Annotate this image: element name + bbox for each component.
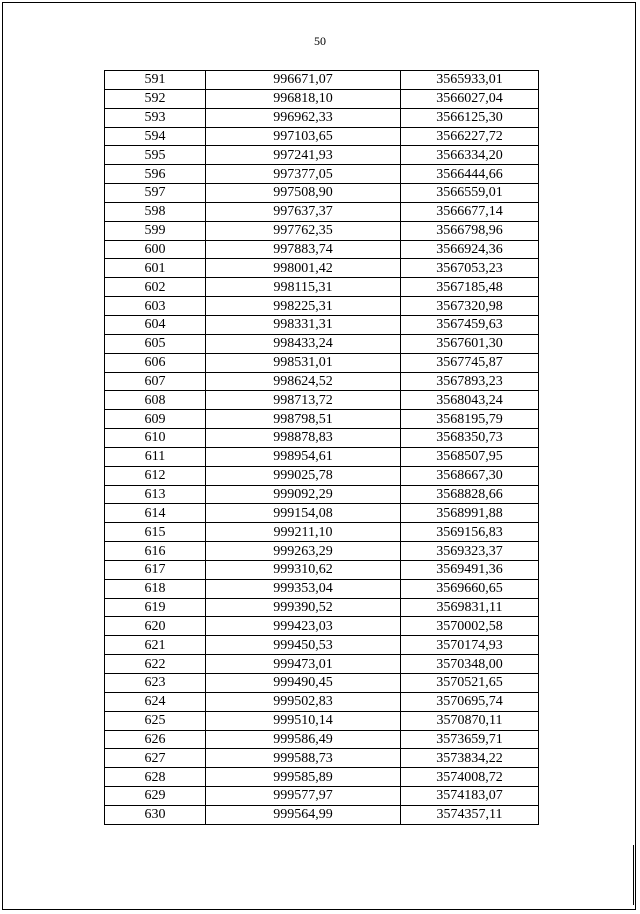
point-number-cell: 601	[105, 259, 206, 278]
y-coordinate-cell: 3567320,98	[401, 297, 539, 316]
x-coordinate-cell: 999025,78	[206, 466, 401, 485]
x-coordinate-cell: 999577,97	[206, 787, 401, 806]
point-number-cell: 611	[105, 447, 206, 466]
y-coordinate-cell: 3570002,58	[401, 617, 539, 636]
x-coordinate-cell: 999092,29	[206, 485, 401, 504]
point-number-cell: 627	[105, 749, 206, 768]
table-row	[105, 692, 539, 711]
table-row	[105, 259, 539, 278]
table-row	[105, 504, 539, 523]
x-coordinate-cell: 997103,65	[206, 127, 401, 146]
y-coordinate-cell: 3570870,11	[401, 711, 539, 730]
y-coordinate-cell: 3566798,96	[401, 221, 539, 240]
y-coordinate-cell: 3569660,65	[401, 579, 539, 598]
point-number-cell: 594	[105, 127, 206, 146]
x-coordinate-cell: 998531,01	[206, 353, 401, 372]
y-coordinate-cell: 3568667,30	[401, 466, 539, 485]
point-number-cell: 605	[105, 334, 206, 353]
y-coordinate-cell: 3567601,30	[401, 334, 539, 353]
point-number-cell: 625	[105, 711, 206, 730]
point-number-cell: 608	[105, 391, 206, 410]
y-coordinate-cell: 3566559,01	[401, 184, 539, 203]
x-coordinate-cell: 999588,73	[206, 749, 401, 768]
point-number-cell: 615	[105, 523, 206, 542]
table-row	[105, 297, 539, 316]
y-coordinate-cell: 3568991,88	[401, 504, 539, 523]
y-coordinate-cell: 3568350,73	[401, 429, 539, 448]
table-row	[105, 542, 539, 561]
table-row	[105, 711, 539, 730]
x-coordinate-cell: 999473,01	[206, 655, 401, 674]
table-row	[105, 315, 539, 334]
y-coordinate-cell: 3566677,14	[401, 202, 539, 221]
point-number-cell: 624	[105, 692, 206, 711]
x-coordinate-cell: 998713,72	[206, 391, 401, 410]
x-coordinate-cell: 998954,61	[206, 447, 401, 466]
page-edge-line	[633, 845, 634, 905]
table-row	[105, 221, 539, 240]
y-coordinate-cell: 3567893,23	[401, 372, 539, 391]
table-row	[105, 165, 539, 184]
y-coordinate-cell: 3566125,30	[401, 108, 539, 127]
table-row	[105, 485, 539, 504]
point-number-cell: 617	[105, 560, 206, 579]
x-coordinate-cell: 998115,31	[206, 278, 401, 297]
table-row	[105, 372, 539, 391]
x-coordinate-cell: 997508,90	[206, 184, 401, 203]
table-row	[105, 108, 539, 127]
y-coordinate-cell: 3573834,22	[401, 749, 539, 768]
point-number-cell: 604	[105, 315, 206, 334]
y-coordinate-cell: 3574008,72	[401, 768, 539, 787]
y-coordinate-cell: 3568195,79	[401, 410, 539, 429]
y-coordinate-cell: 3568043,24	[401, 391, 539, 410]
x-coordinate-cell: 999564,99	[206, 805, 401, 824]
point-number-cell: 607	[105, 372, 206, 391]
point-number-cell: 599	[105, 221, 206, 240]
table-row	[105, 391, 539, 410]
y-coordinate-cell: 3568507,95	[401, 447, 539, 466]
y-coordinate-cell: 3570695,74	[401, 692, 539, 711]
y-coordinate-cell: 3567745,87	[401, 353, 539, 372]
table-row	[105, 202, 539, 221]
x-coordinate-cell: 999586,49	[206, 730, 401, 749]
table-row	[105, 598, 539, 617]
x-coordinate-cell: 999502,83	[206, 692, 401, 711]
x-coordinate-cell: 999585,89	[206, 768, 401, 787]
x-coordinate-cell: 998001,42	[206, 259, 401, 278]
table-row	[105, 127, 539, 146]
x-coordinate-cell: 999490,45	[206, 674, 401, 693]
y-coordinate-cell: 3566027,04	[401, 89, 539, 108]
coordinates-table	[104, 70, 539, 825]
y-coordinate-cell: 3567053,23	[401, 259, 539, 278]
table-row	[105, 353, 539, 372]
point-number-cell: 595	[105, 146, 206, 165]
y-coordinate-cell: 3569491,36	[401, 560, 539, 579]
x-coordinate-cell: 997762,35	[206, 221, 401, 240]
point-number-cell: 623	[105, 674, 206, 693]
y-coordinate-cell: 3569831,11	[401, 598, 539, 617]
page-number: 50	[314, 34, 326, 48]
table-row	[105, 730, 539, 749]
point-number-cell: 609	[105, 410, 206, 429]
table-row	[105, 768, 539, 787]
x-coordinate-cell: 997637,37	[206, 202, 401, 221]
table-row	[105, 523, 539, 542]
point-number-cell: 591	[105, 71, 206, 90]
table-row	[105, 429, 539, 448]
x-coordinate-cell: 999423,03	[206, 617, 401, 636]
x-coordinate-cell: 999510,14	[206, 711, 401, 730]
table-row	[105, 579, 539, 598]
point-number-cell: 626	[105, 730, 206, 749]
x-coordinate-cell: 998798,51	[206, 410, 401, 429]
table-row	[105, 466, 539, 485]
point-number-cell: 603	[105, 297, 206, 316]
table-row	[105, 636, 539, 655]
x-coordinate-cell: 999211,10	[206, 523, 401, 542]
point-number-cell: 602	[105, 278, 206, 297]
x-coordinate-cell: 998878,83	[206, 429, 401, 448]
point-number-cell: 628	[105, 768, 206, 787]
table-row	[105, 278, 539, 297]
table-row	[105, 447, 539, 466]
x-coordinate-cell: 996671,07	[206, 71, 401, 90]
x-coordinate-cell: 997377,05	[206, 165, 401, 184]
y-coordinate-cell: 3570348,00	[401, 655, 539, 674]
point-number-cell: 621	[105, 636, 206, 655]
y-coordinate-cell: 3566227,72	[401, 127, 539, 146]
point-number-cell: 598	[105, 202, 206, 221]
y-coordinate-cell: 3574357,11	[401, 805, 539, 824]
point-number-cell: 622	[105, 655, 206, 674]
point-number-cell: 610	[105, 429, 206, 448]
point-number-cell: 630	[105, 805, 206, 824]
x-coordinate-cell: 998433,24	[206, 334, 401, 353]
y-coordinate-cell: 3565933,01	[401, 71, 539, 90]
x-coordinate-cell: 998225,31	[206, 297, 401, 316]
point-number-cell: 629	[105, 787, 206, 806]
table-row	[105, 617, 539, 636]
table-row	[105, 89, 539, 108]
point-number-cell: 620	[105, 617, 206, 636]
x-coordinate-cell: 998624,52	[206, 372, 401, 391]
point-number-cell: 592	[105, 89, 206, 108]
x-coordinate-cell: 999263,29	[206, 542, 401, 561]
x-coordinate-cell: 999310,62	[206, 560, 401, 579]
point-number-cell: 613	[105, 485, 206, 504]
x-coordinate-cell: 999390,52	[206, 598, 401, 617]
point-number-cell: 618	[105, 579, 206, 598]
point-number-cell: 600	[105, 240, 206, 259]
table-row	[105, 787, 539, 806]
y-coordinate-cell: 3566924,36	[401, 240, 539, 259]
table-row	[105, 805, 539, 824]
y-coordinate-cell: 3569156,83	[401, 523, 539, 542]
x-coordinate-cell: 997241,93	[206, 146, 401, 165]
point-number-cell: 597	[105, 184, 206, 203]
y-coordinate-cell: 3567459,63	[401, 315, 539, 334]
table-row	[105, 560, 539, 579]
x-coordinate-cell: 999450,53	[206, 636, 401, 655]
y-coordinate-cell: 3567185,48	[401, 278, 539, 297]
x-coordinate-cell: 996962,33	[206, 108, 401, 127]
y-coordinate-cell: 3566334,20	[401, 146, 539, 165]
y-coordinate-cell: 3573659,71	[401, 730, 539, 749]
x-coordinate-cell: 999154,08	[206, 504, 401, 523]
table-row	[105, 184, 539, 203]
point-number-cell: 606	[105, 353, 206, 372]
table-row	[105, 240, 539, 259]
table-row	[105, 749, 539, 768]
table-row	[105, 655, 539, 674]
y-coordinate-cell: 3569323,37	[401, 542, 539, 561]
coordinates-table-body	[105, 71, 539, 825]
point-number-cell: 612	[105, 466, 206, 485]
point-number-cell: 596	[105, 165, 206, 184]
y-coordinate-cell: 3568828,66	[401, 485, 539, 504]
point-number-cell: 614	[105, 504, 206, 523]
y-coordinate-cell: 3574183,07	[401, 787, 539, 806]
table-row	[105, 334, 539, 353]
y-coordinate-cell: 3566444,66	[401, 165, 539, 184]
x-coordinate-cell: 997883,74	[206, 240, 401, 259]
point-number-cell: 616	[105, 542, 206, 561]
table-row	[105, 674, 539, 693]
point-number-cell: 619	[105, 598, 206, 617]
table-row	[105, 71, 539, 90]
table-row	[105, 410, 539, 429]
y-coordinate-cell: 3570521,65	[401, 674, 539, 693]
point-number-cell: 593	[105, 108, 206, 127]
x-coordinate-cell: 998331,31	[206, 315, 401, 334]
y-coordinate-cell: 3570174,93	[401, 636, 539, 655]
x-coordinate-cell: 996818,10	[206, 89, 401, 108]
table-row	[105, 146, 539, 165]
x-coordinate-cell: 999353,04	[206, 579, 401, 598]
